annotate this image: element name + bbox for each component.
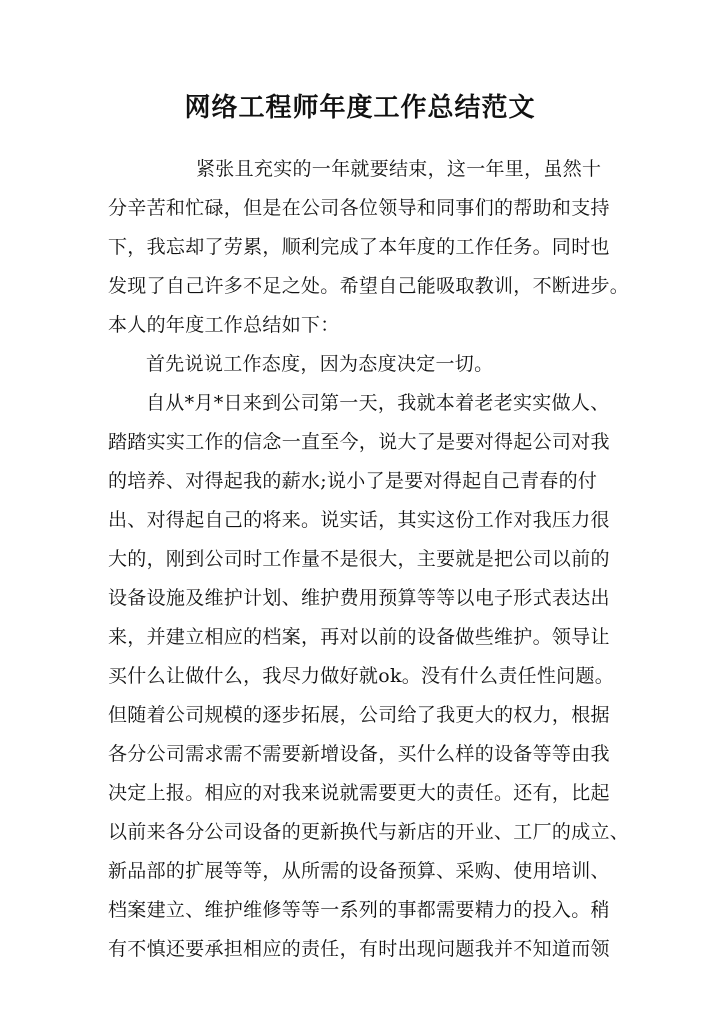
text-line: 设备设施及维护计划、维护费用预算等等以电子形式表达出 <box>108 587 610 609</box>
text-line: 首先说说工作态度，因为态度决定一切。 <box>146 353 494 375</box>
text-line: 买什么让做什么，我尽力做好就ok。没有什么责任性问题。 <box>108 665 615 687</box>
text-line: 下，我忘却了劳累，顺利完成了本年度的工作任务。同时也 <box>108 236 610 258</box>
document-title: 网络工程师年度工作总结范文 <box>184 93 536 123</box>
text-line: 大的，刚到公司时工作量不是很大，主要就是把公司以前的 <box>108 548 610 570</box>
text-line: 发现了自己许多不足之处。希望自己能吸取教训，不断进步。 <box>108 275 630 297</box>
text-line: 档案建立、维护维修等等一系列的事都需要精力的投入。稍 <box>108 899 610 921</box>
text-line: 本人的年度工作总结如下： <box>108 314 340 336</box>
text-line: 踏踏实实工作的信念一直至今，说大了是要对得起公司对我 <box>108 431 610 453</box>
document-body <box>108 150 630 969</box>
text-line: 自从*月*日来到公司第一天，我就本着老老实实做人、 <box>146 392 610 414</box>
text-line: 来，并建立相应的档案，再对以前的设备做些维护。领导让 <box>108 626 610 648</box>
text-line: 新品部的扩展等等，从所需的设备预算、采购、使用培训、 <box>108 860 610 882</box>
text-line: 各分公司需求需不需要新增设备，买什么样的设备等等由我 <box>108 743 610 765</box>
text-line: 紧张且充实的一年就要结束，这一年里，虽然十 <box>196 158 602 180</box>
text-line: 分辛苦和忙碌，但是在公司各位领导和同事们的帮助和支持 <box>108 197 610 219</box>
text-line: 有不慎还要承担相应的责任，有时出现问题我并不知道而领 <box>108 938 610 960</box>
text-line: 决定上报。相应的对我来说就需要更大的责任。还有，比起 <box>108 782 610 804</box>
text-line: 的培养、对得起我的薪水;说小了是要对得起自己青春的付 <box>108 470 598 492</box>
text-line: 以前来各分公司设备的更新换代与新店的开业、工厂的成立、 <box>108 821 630 843</box>
text-line: 但随着公司规模的逐步拓展，公司给了我更大的权力，根据 <box>108 704 610 726</box>
text-line: 出、对得起自己的将来。说实话，其实这份工作对我压力很 <box>108 509 610 531</box>
